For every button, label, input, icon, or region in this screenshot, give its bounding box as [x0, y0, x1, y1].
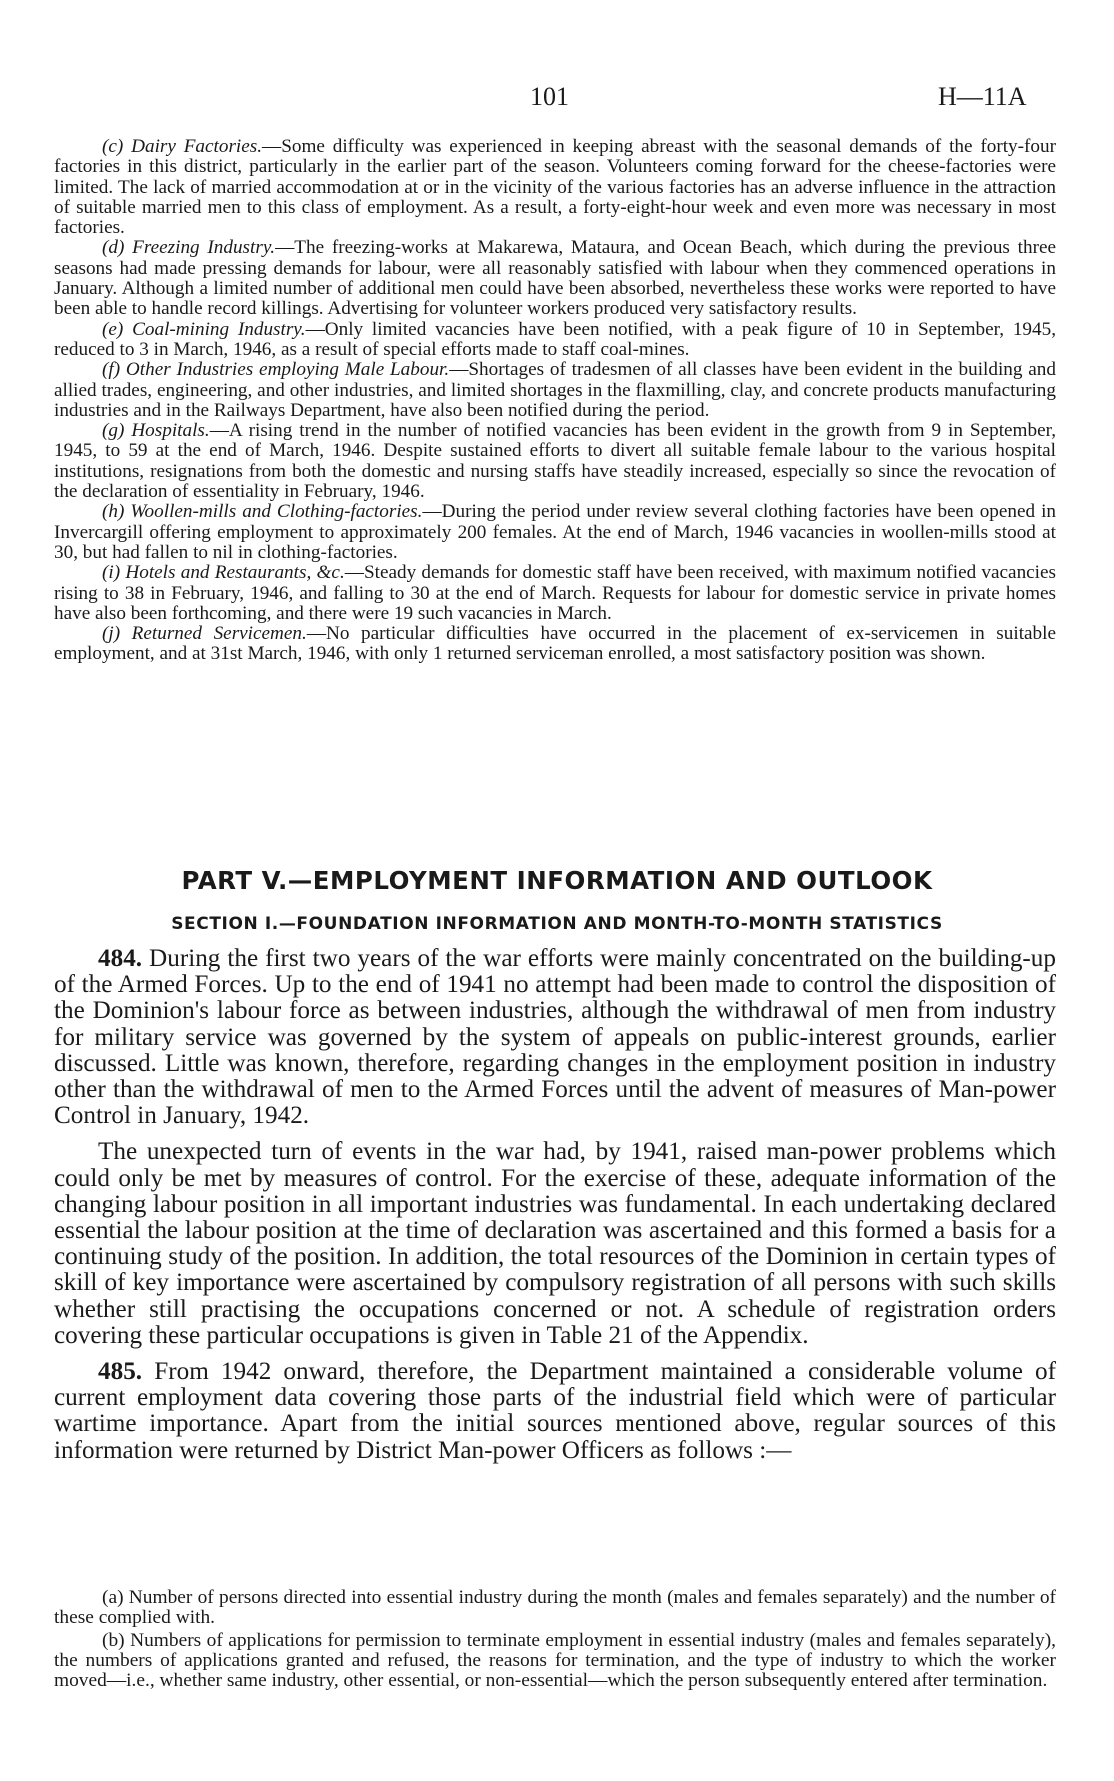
section-title: SECTION I.—FOUNDATION INFORMATION AND MONTH-TO-MONTH STATISTICS — [171, 914, 943, 934]
body-paragraph — [54, 1139, 1056, 1349]
industry-label: (d) Freezing Industry. — [102, 237, 276, 259]
page-number: 101 — [530, 82, 569, 111]
report-code: H—11A — [938, 82, 1027, 111]
industry-label: (e) Coal-mining Industry. — [102, 318, 306, 340]
industry-text: —No particular difficulties have occurred in the placement of ex-servicemen in suitable employment, and at 31st March, 1946, with only 1 returned serviceman enrolled, a most satisfactory position was shown. — [54, 623, 1056, 665]
list-text: Number of persons directed into essential industry during the month (males and females separately) and the number of these complied with. — [54, 1587, 1056, 1629]
list-item — [54, 1588, 1056, 1629]
numbered-paragraph — [54, 946, 1056, 1129]
list-text: Numbers of applications for permission to terminate employment in essential industry (males and females separately), the numbers of applications granted and refused, the reasons for termination, and the type of industry to which the worker moved—i.e., whether same industry, other essential, or non-essential—which the person subsequently entered after termination. — [54, 1629, 1056, 1692]
industry-paragraph — [54, 502, 1056, 563]
industry-label: (j) Returned Servicemen. — [102, 623, 307, 645]
sources-list — [54, 1588, 1056, 1693]
industry-label: (i) Hotels and Restaurants, &c. — [102, 562, 345, 584]
list-label: (b) — [102, 1629, 125, 1651]
industry-text: —Only limited vacancies have been notified, with a peak figure of 10 in September, 1945, reduced to 3 in March, 1946, as a result of special efforts made to staff coal-mines. — [54, 318, 1056, 360]
industry-text: —During the period under review several clothing factories have been opened in Invercargill offering employment to approximately 200 females. At the end of March, 1946 vacancies in woollen-mills stood at 30, but had fallen to nil in clothing-factories. — [54, 501, 1056, 563]
industry-text: —Shortages of tradesmen of all classes have been evident in the building and allied trades, engineering, and other industries, and limited shortages in the flaxmilling, clay, and concrete products manufacturing industries and in the Railways Department, have also been notified during the period. — [54, 359, 1056, 421]
industry-label: (g) Hospitals. — [102, 420, 210, 442]
list-label: (a) — [102, 1587, 124, 1608]
paragraph-text: From 1942 onward, therefore, the Department maintained a considerable volume of current employment data covering those parts of the industrial field which were of particular wartime importance. Apart from the initial sources mentioned above, regular sources of this information were returned by District Man-power Officers as follows :— — [54, 1358, 1057, 1464]
paragraph-number: 484. — [98, 945, 143, 972]
industry-paragraph — [54, 421, 1056, 502]
industry-text: —A rising trend in the number of notified vacancies has been evident in the growth from 9 in September, 1945, to 59 at the end of March, 1946. Despite sustained efforts to divert all suitable female labour to the various hospital institutions, resignations from both the domestic and nursing staffs have steadily increased, especially so since the revocation of the declaration of essentiality in February, 1946. — [54, 420, 1057, 503]
industry-text: —Steady demands for domestic staff have been received, with maximum notified vacancies rising to 38 in February, 1946, and falling to 30 at the end of March. Requests for labour for domestic service in private homes have also been forthcoming, and there were 19 such vacancies in March. — [54, 562, 1057, 624]
main-body — [54, 946, 1056, 1474]
paragraph-text: During the first two years of the war efforts were mainly concentrated on the building-up of the Armed Forces. Up to the end of 1941 no attempt had been made to control the disposition of the Dominion's labour force as between industries, although the withdrawal of men from industry for military service was governed by the system of appeals on public-interest grounds, earlier discussed. Little was known, therefore, regarding changes in the employment position in industry other than the withdrawal of men to the Armed Forces until the advent of measures of Man-power Control in January, 1942. — [54, 945, 1056, 1130]
industry-paragraph — [54, 563, 1056, 624]
industry-label: (h) Woollen-mills and Clothing-factories. — [102, 501, 423, 523]
list-item — [54, 1631, 1056, 1692]
industry-label: (f) Other Industries employing Male Labour. — [102, 359, 450, 381]
industry-paragraph — [54, 238, 1056, 319]
industry-paragraph — [54, 624, 1056, 665]
industry-paragraph — [54, 320, 1056, 361]
paragraph-number: 485. — [98, 1358, 143, 1386]
industry-paragraph — [54, 137, 1056, 238]
industry-text: —Some difficulty was experienced in keeping abreast with the seasonal demands of the forty-four factories in this district, particularly in the earlier part of the season. Volunteers coming forward for the cheese-factories were limited. The lack of married accommodation at or in the vicinity of the various factories has an adverse influence in the attraction of suitable married men to this class of employment. As a result, a forty-eight-hour week and even more was necessary in most factories. — [54, 136, 1056, 239]
industry-label: (c) Dairy Factories. — [102, 136, 263, 157]
industry-reports — [54, 137, 1056, 665]
industry-paragraph — [54, 360, 1056, 421]
part-title: PART V.—EMPLOYMENT INFORMATION AND OUTLOOK — [181, 866, 933, 895]
industry-text: —The freezing-works at Makarewa, Mataura, and Ocean Beach, which during the previous three seasons had made pressing demands for labour, were all reasonably satisfied with labour when they commenced operations in January. Although a limited number of additional men could have been absorbed, nevertheless these works were reported to have been able to handle record killings. Advertising for volunteer workers produced very satisfactory results. — [54, 237, 1056, 320]
paragraph-text: The unexpected turn of events in the war had, by 1941, raised man-power problems which could only be met by measures of control. For the exercise of these, adequate information of the changing labour position in all important industries was fundamental. In each undertaking declared essential the labour position at the time of declaration was ascertained and this formed a basis for a continuing study of the position. In addition, the total resources of the Dominion in certain types of skill of key importance were ascertained by compulsory registration of all persons with such skills whether still practising the occupations concerned or not. A schedule of registration orders covering these particular occupations is given in Table 21 of the Appendix. — [54, 1138, 1056, 1349]
numbered-paragraph — [54, 1359, 1056, 1464]
